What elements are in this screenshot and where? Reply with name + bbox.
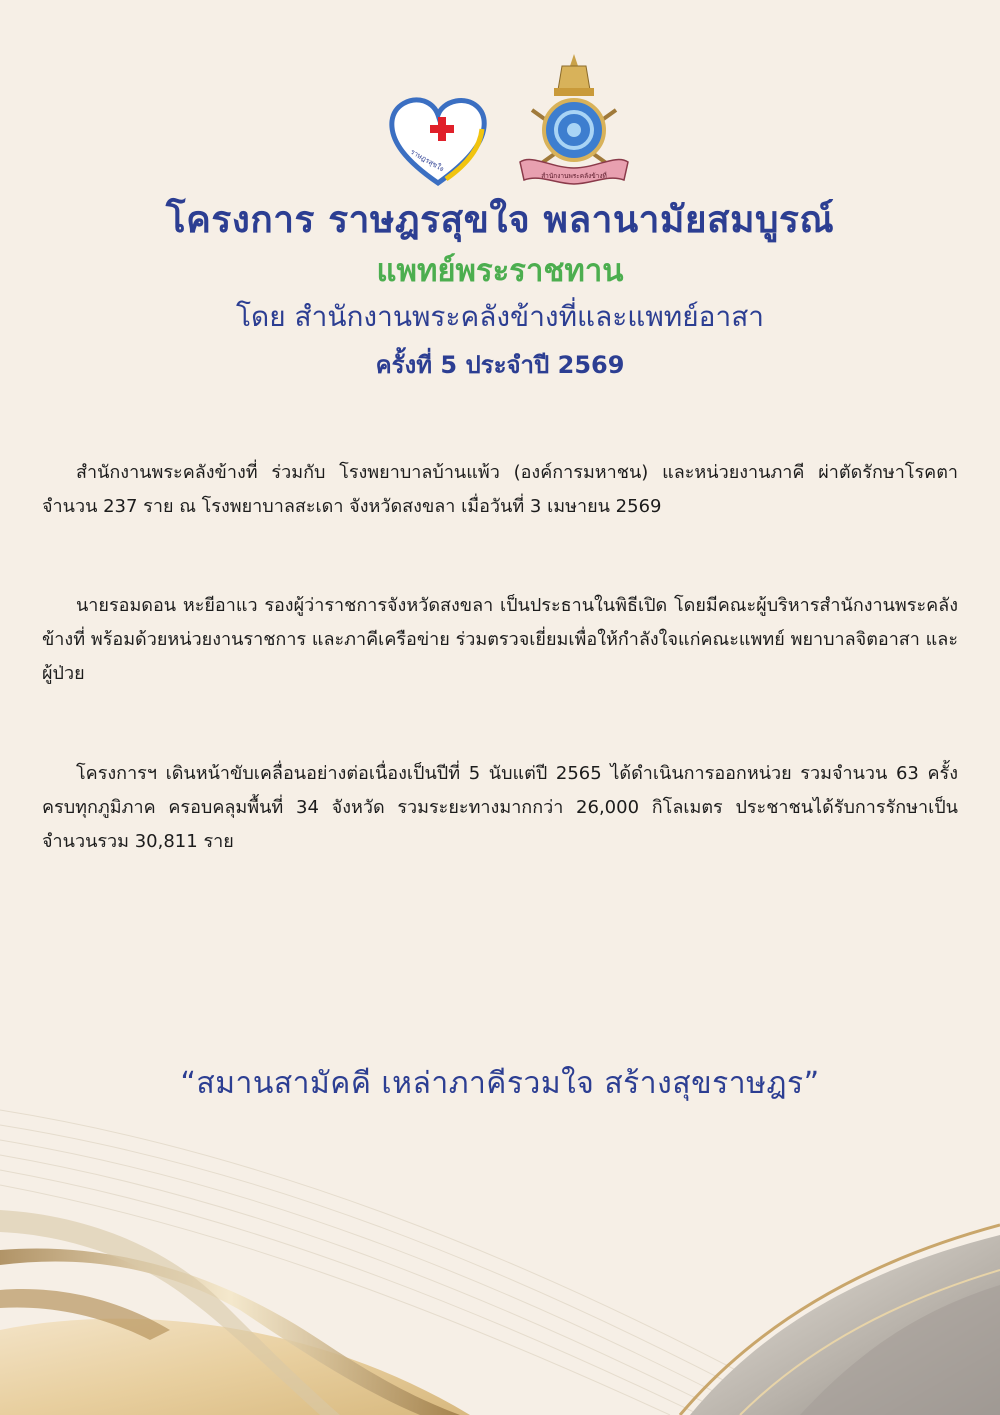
page-subtitle: แพทย์พระราชทาน bbox=[376, 253, 624, 289]
edition-line: ครั้งที่ 5 ประจำปี 2569 bbox=[375, 351, 625, 379]
svg-text:ราษฎรสุขใจ: ราษฎรสุขใจ bbox=[409, 147, 446, 174]
closing-quote: “สมานสามัคคี เหล่าภาคีรวมใจ สร้างสุขราษฎร” bbox=[180, 1066, 820, 1101]
body-paragraph-1: สำนักงานพระคลังข้างที่ ร่วมกับ โรงพยาบาลบ้านแพ้ว (องค์การมหาชน) และหน่วยงานภาคี ผ่าตัดรักษาโรคตา จำนวน 237 ราย ณ โรงพยาบาลสะเดา จังหวัดสงขลา เมื่อวันที่ 3 เมษายน 2569 bbox=[42, 462, 958, 517]
header bbox=[0, 195, 1000, 383]
heart-logo-icon bbox=[386, 95, 490, 187]
organizer-line: โดย สำนักงานพระคลังข้างที่และแพทย์อาสา bbox=[235, 300, 765, 333]
page-title: โครงการ ราษฎรสุขใจ พลานามัยสมบูรณ์ bbox=[165, 198, 835, 241]
body-paragraph-3: โครงการฯ เดินหน้าขับเคลื่อนอย่างต่อเนื่องเป็นปีที่ 5 นับแต่ปี 2565 ได้ดำเนินการออกหน่วย รวมจำนวน 63 ครั้ง ครบทุกภูมิภาค ครอบคลุมพื้นที่ 34 จังหวัด รวมระยะทางมากกว่า 26,000 กิโลเมตร ประชาชนได้รับการรักษาเป็นจำนวนรวม 30,811 ราย bbox=[42, 763, 958, 852]
body-paragraph-2: นายรอมดอน หะยีอาแว รองผู้ว่าราชการจังหวัดสงขลา เป็นประธานในพิธีเปิด โดยมีคณะผู้บริหารสำนักงานพระคลังข้างที่ พร้อมด้วยหน่วยงานราชการ และภาคีเครือข่าย ร่วมตรวจเยี่ยมเพื่อให้กำลังใจแก่คณะแพทย์ พยาบาลจิตอาสา และผู้ป่วย bbox=[42, 595, 958, 684]
royal-seal-logo-icon bbox=[512, 50, 636, 198]
svg-text:สำนักงานพระคลังข้างที่: สำนักงานพระคลังข้างที่ bbox=[541, 172, 607, 180]
